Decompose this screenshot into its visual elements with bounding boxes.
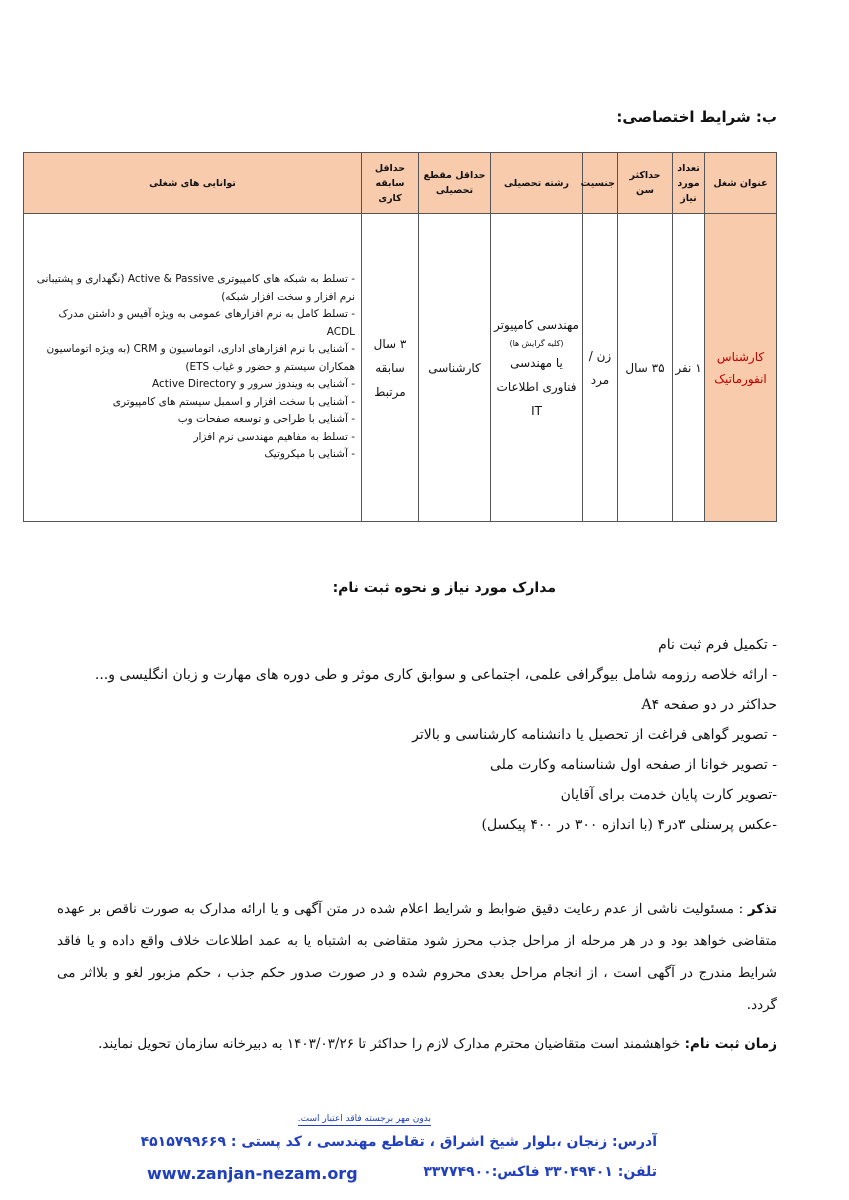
skill-item: - آشنایی به ویندوز سرور و Active Directory <box>152 378 355 391</box>
field-main: مهندسی کامپیوتر <box>494 317 579 332</box>
field-alt: یا مهندسی فناوری اطلاعات IT <box>496 355 577 418</box>
job-specs-table <box>23 152 777 522</box>
skill-item: - آشنایی با طراحی و توسعه صفحات وب <box>177 413 355 426</box>
skill-item: - تسلط کامل به نرم افزارهای عمومی به ویژه آفیس و داشتن مدرک ACDL <box>58 308 355 338</box>
cell-min-degree: کارشناسی <box>419 214 491 522</box>
table-row <box>24 214 777 522</box>
registration-label: زمان ثبت نام: <box>684 1036 777 1052</box>
header-min-degree: حداقل مقطع تحصیلی <box>419 153 491 214</box>
cell-job-title: کارشناس انفورماتیک <box>705 214 777 522</box>
docs-title: مدارک مورد نیاز و نحوه ثبت نام: <box>332 580 556 596</box>
list-item: -عکس پرسنلی ۳در۴ (با اندازه ۳۰۰ در ۴۰۰ پیکسل) <box>481 817 777 833</box>
section-title: ب: شرایط اختصاصی: <box>616 108 777 126</box>
skill-item: - تسلط به شبکه های کامپیوتری Active & Passive (نگهداری و پشتیبانی نرم افزار و سخت افزار شبکه) <box>36 273 355 303</box>
stamp-note: بدون مهر برجسته فاقد اعتبار است. <box>297 1114 431 1124</box>
header-count: تعداد مورد نیاز <box>673 153 705 214</box>
header-job-title: عنوان شغل <box>705 153 777 214</box>
footer-phones: تلفن: ۳۳۰۴۹۴۰۱ فاکس:۳۳۷۷۴۹۰۰ <box>423 1164 657 1180</box>
header-min-experience: حداقل سابقه کاری <box>362 153 419 214</box>
cell-field <box>491 214 583 522</box>
field-note: (کلیه گرایش ها) <box>509 338 564 348</box>
list-item: - تصویر خوانا از صفحه اول شناسنامه وکارت ملی <box>489 757 777 773</box>
footer-website-link[interactable]: www.zanjan-nezam.org <box>147 1164 358 1183</box>
cell-gender: زن / مرد <box>583 214 618 522</box>
table-header-row <box>24 153 777 214</box>
list-item: - ارائه خلاصه رزومه شامل بیوگرافی علمی، اجتماعی و سوابق کاری موثر و طی دوره های مهارت و زبان انگلیسی و... حداکثر در دو صفحه A۴ <box>94 667 777 713</box>
list-item: - تکمیل فرم ثبت نام <box>658 637 777 653</box>
skill-item: - آشنایی با سخت افزار و اسمبل سیستم های کامپیوتری <box>112 395 355 408</box>
cell-skills <box>24 214 362 522</box>
registration-deadline <box>57 1030 777 1058</box>
list-item: -تصویر کارت پایان خدمت برای آقایان <box>560 787 777 803</box>
header-skills: توانایی های شغلی <box>24 153 362 214</box>
skill-item: - آشنایی با نرم افزارهای اداری، اتوماسیون و CRM (به ویژه اتوماسیون همکاران سیستم و حضور و غیاب ETS) <box>46 343 355 373</box>
header-max-age: حداکثر سن <box>618 153 673 214</box>
header-gender: جنسیت <box>583 153 618 214</box>
note-text: : مسئولیت ناشی از عدم رعایت دقیق ضوابط و شرایط اعلام شده در متن آگهی و یا ارائه مدارک به صورت ناقص بر عهده متقاضی خواهد بود و در هر مرحله از مراحل جذب محرز شود متقاضی به اشتباه یا به عمد اطلاعات خلاف واقع داده و یا فاقد شرایط مندرج در آگهی است ، از انجام مراحل بعدی محروم شده و در صورت صدور حکم جذب ، حکم مزبور لغو و بلااثر می گردد. <box>57 901 777 1013</box>
footer-address: آدرس: زنجان ،بلوار شیخ اشراق ، تقاطع مهندسی ، کد پستی : ۴۵۱۵۷۹۹۶۶۹ <box>140 1134 657 1150</box>
note-label: تذکر <box>747 901 778 917</box>
registration-text: خواهشمند است متقاضیان محترم مدارک لازم را حداکثر تا ۱۴۰۳/۰۳/۲۶ به دبیرخانه سازمان تحویل نمایند. <box>98 1036 681 1052</box>
skill-item: - تسلط به مفاهیم مهندسی نرم افزار <box>193 430 355 443</box>
cell-min-experience: ۳ سال سابقه مرتبط <box>362 214 419 522</box>
docs-list <box>77 630 777 840</box>
cell-max-age: ۳۵ سال <box>618 214 673 522</box>
skill-item: - آشنایی با میکروتیک <box>264 448 355 461</box>
list-item: - تصویر گواهی فراغت از تحصیل یا دانشنامه کارشناسی و بالاتر <box>412 727 777 743</box>
header-field: رشته تحصیلی <box>491 153 583 214</box>
skills-list <box>30 271 355 464</box>
cell-count: ۱ نفر <box>673 214 705 522</box>
note-paragraph <box>57 893 777 1021</box>
